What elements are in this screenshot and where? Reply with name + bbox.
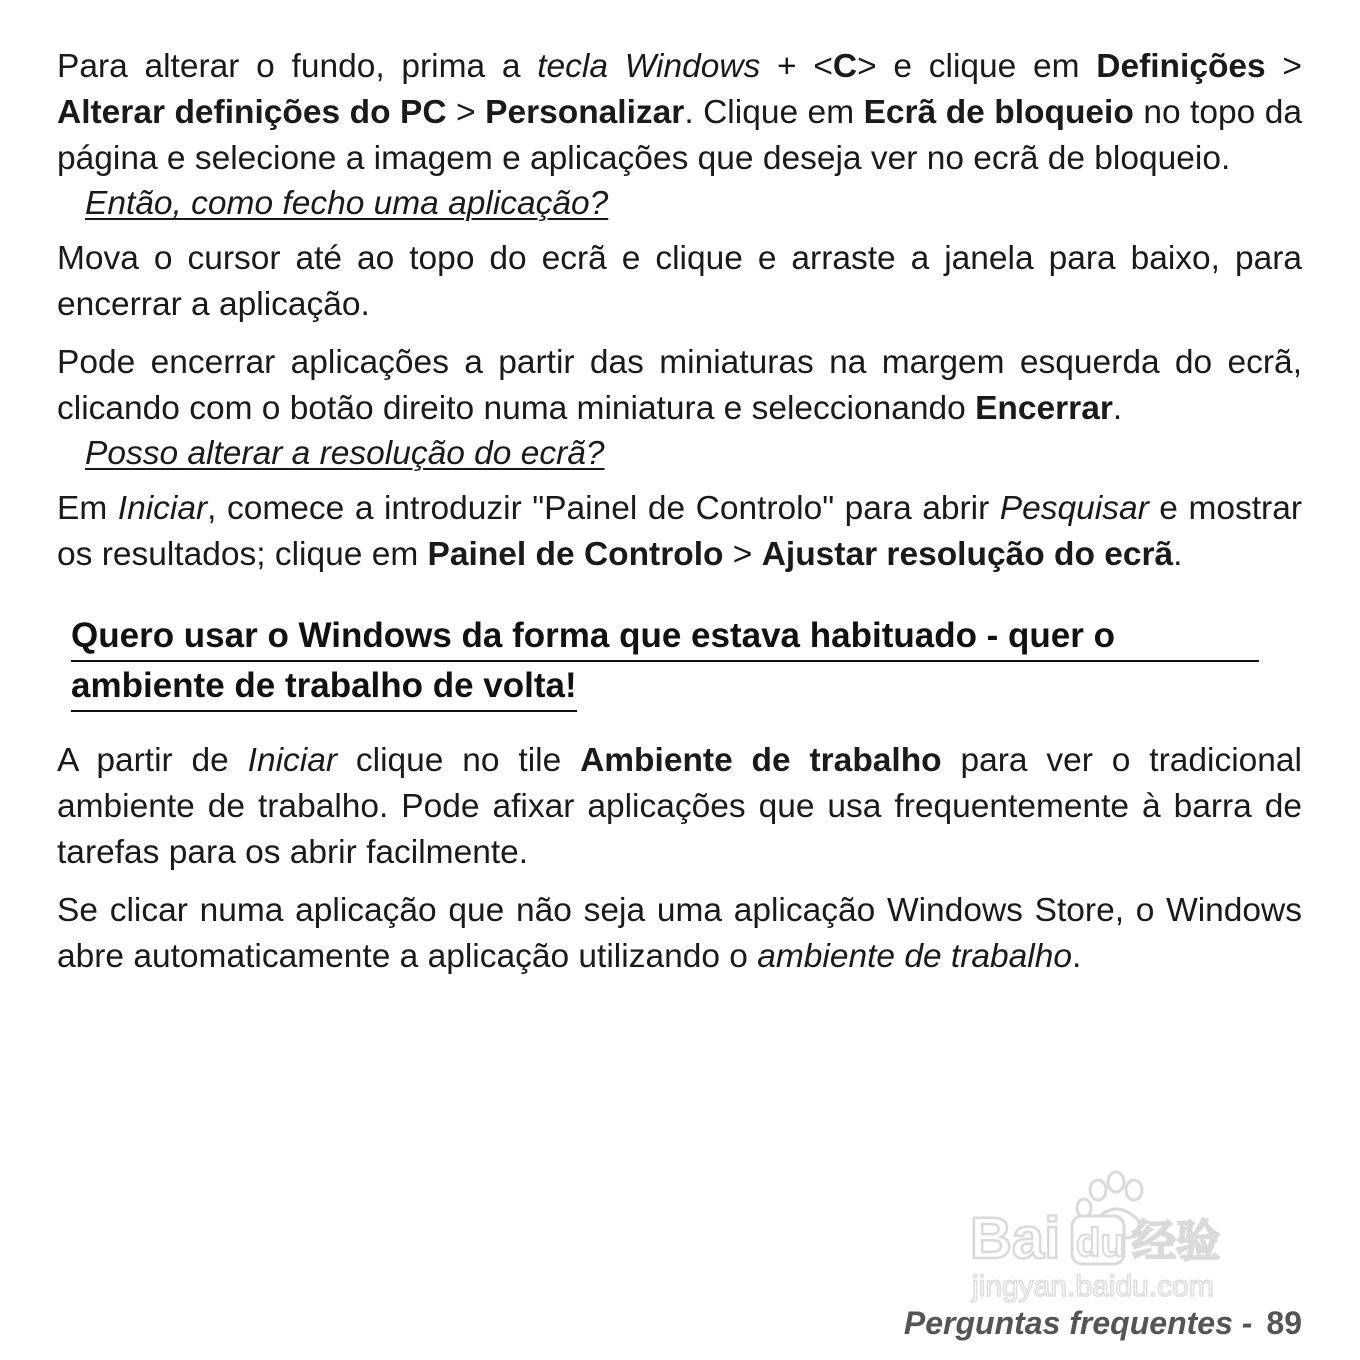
paragraph-screen-resolution: Em Iniciar, comece a introduzir "Painel de Controlo" para abrir Pesquisar e mostrar os resultados; clique em Painel de Controlo > Ajustar resolução do ecrã. xyxy=(57,490,1302,573)
page-footer xyxy=(904,1305,1302,1342)
footer-section-title: Perguntas frequentes - xyxy=(903,1305,1253,1341)
svg-text:Bai: Bai xyxy=(970,1206,1061,1271)
page-content xyxy=(57,44,1302,980)
svg-text:du: du xyxy=(1076,1221,1125,1265)
svg-text:jingyan.baidu.com: jingyan.baidu.com xyxy=(972,1270,1214,1303)
paragraph-change-background: Para alterar o fundo, prima a tecla Windows + <C> e clique em Definições > Alterar definições do PC > Personalizar. Clique em Ecrã de bloqueio no topo da página e selecione a imagem e aplicações que deseja ver no ecrã de bloqueio. xyxy=(57,48,1302,177)
paragraph-non-store-app: Se clicar numa aplicação que não seja uma aplicação Windows Store, o Windows abre automaticamente a aplicação utilizando o ambiente de trabalho. xyxy=(57,892,1302,975)
question-screen-resolution: Posso alterar a resolução do ecrã? xyxy=(85,435,605,472)
paragraph-close-app: Mova o cursor até ao topo do ecrã e clique e arraste a janela para baixo, para encerrar a aplicação. xyxy=(57,240,1302,323)
paragraph-desktop-tile: A partir de Iniciar clique no tile Ambiente de trabalho para ver o tradicional ambiente de trabalho. Pode afixar aplicações que usa frequentemente à barra de tarefas para os abrir facilmente. xyxy=(57,742,1302,871)
question-close-app: Então, como fecho uma aplicação? xyxy=(85,185,609,222)
section-heading xyxy=(71,612,1259,712)
svg-text:经验: 经验 xyxy=(1132,1216,1220,1267)
section-heading-line2: ambiente de trabalho de volta! xyxy=(71,662,577,712)
baidu-jingyan-watermark-logo xyxy=(966,1168,1278,1304)
section-heading-line1: Quero usar o Windows da forma que estava habituado - quer o xyxy=(71,612,1259,662)
section-heading-wrapper xyxy=(57,612,1259,712)
paragraph-close-thumbnails: Pode encerrar aplicações a partir das miniaturas na margem esquerda do ecrã, clicando com o botão direito numa miniatura e seleccionando Encerrar. xyxy=(57,344,1302,427)
page-number: 89 xyxy=(1266,1305,1302,1341)
